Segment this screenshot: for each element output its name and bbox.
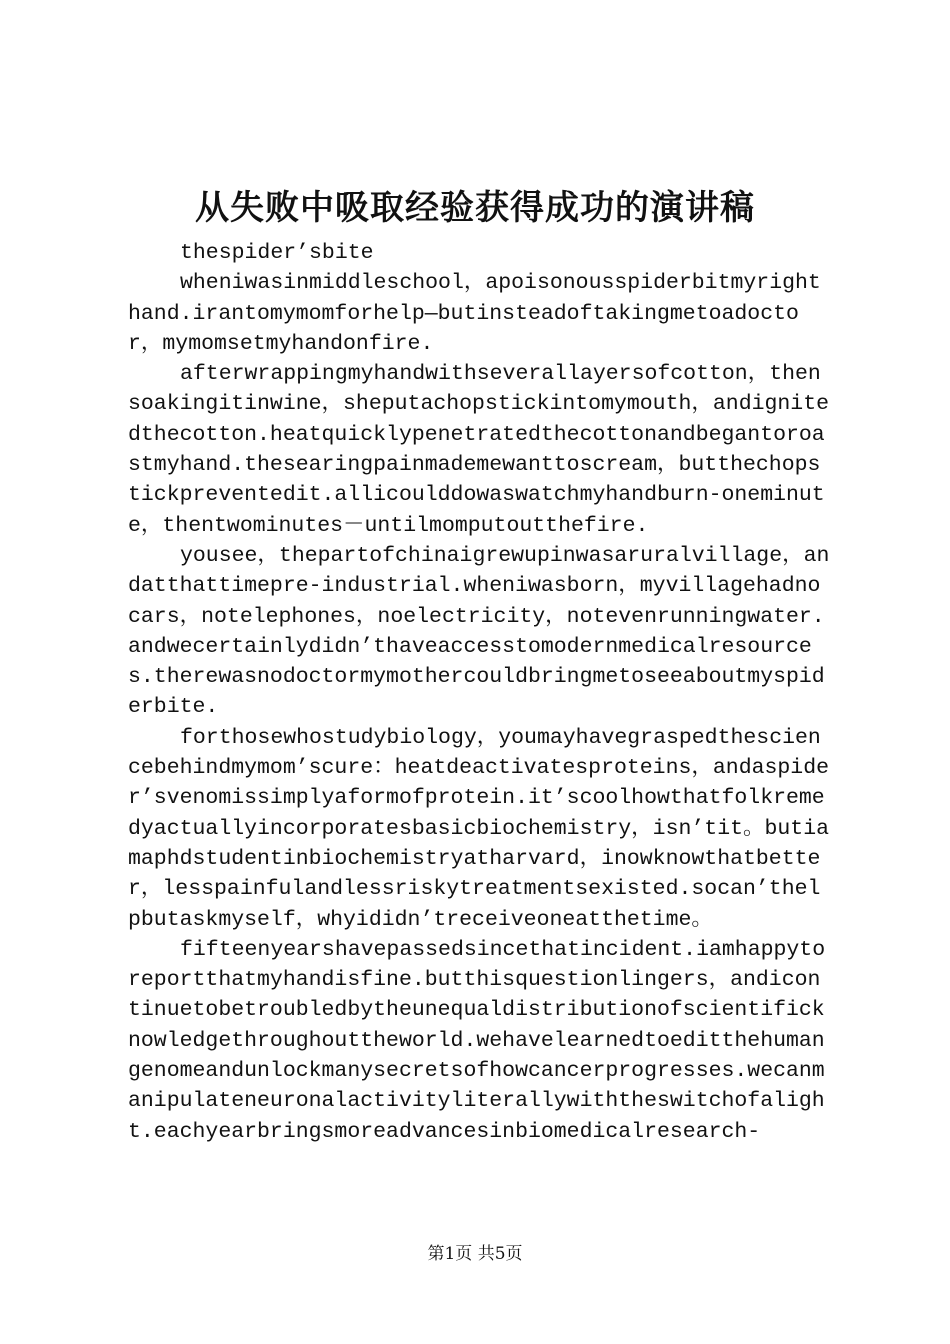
- document-body: [128, 238, 832, 1147]
- paragraph-heading: thespider’sbite: [180, 241, 374, 265]
- paragraph: wheniwasinmiddleschool，apoisonousspiderbitmyrighthand.irantomymomforhelp—butinsteadoftakingmetoadoctor，mymomsetmyhandonfire.: [128, 271, 821, 356]
- page-number-footer: 第1页 共5页: [427, 1244, 523, 1264]
- document-title: 从失败中吸取经验获得成功的演讲稿: [195, 188, 755, 228]
- paragraph: afterwrappingmyhandwithseverallayersofcotton，thensoakingitinwine，sheputachopstickintomymouth，andignitedthecotton.heatquicklypenetratedthecottonandbegantoroastmyhand.thesearingpainmademewanttoscream，butthechopstickpreventedit.allicoulddowaswatchmyhandburn-oneminute，thentwominutes－untilmomputoutthefire.: [128, 362, 830, 538]
- paragraph: forthosewhostudybiology，youmayhavegraspedthesciencebehindmymom’scure：heatdeactivatesproteins，andaspider’svenomissimplyaformofprotein.it’scoolhowthatfolkremedyactuallyincorporatesbasicbiochemistry，isn’tit。butiamaphdstudentinbiochemistryatharvard，inowknowthatbetter，lesspainfulandlessriskytreatmentsexisted.socan’thelpbutaskmyself，whyididn’treceiveoneatthetime。: [128, 725, 830, 932]
- paragraph: yousee，thepartofchinaigrewupinwasaruralvillage，andatthattimepre-industrial.wheniwasborn，myvillagehadnocars，notelephones，noelectricity，notevenrunningwater.andwecertainlydidn’thaveaccesstomodernmedicalresources.therewasnodoctormymothercouldbringmetoseeaboutmyspiderbite.: [128, 543, 830, 720]
- paragraph: fifteenyearshavepassedsincethatincident.iamhappytoreportthatmyhandisfine.butthisquestionlingers，andicontinuetobetroubledbytheunequaldistributionofscientificknowledgethroughouttheworld.wehavelearnedtoeditthehumangenomeandunlockmanysecretsofhowcancerprogresses.wecanmanipulateneuronalactivityliterallywiththeswitchofalight.eachyearbringsmoreadvancesinbiomedicalresearch-: [128, 937, 826, 1144]
